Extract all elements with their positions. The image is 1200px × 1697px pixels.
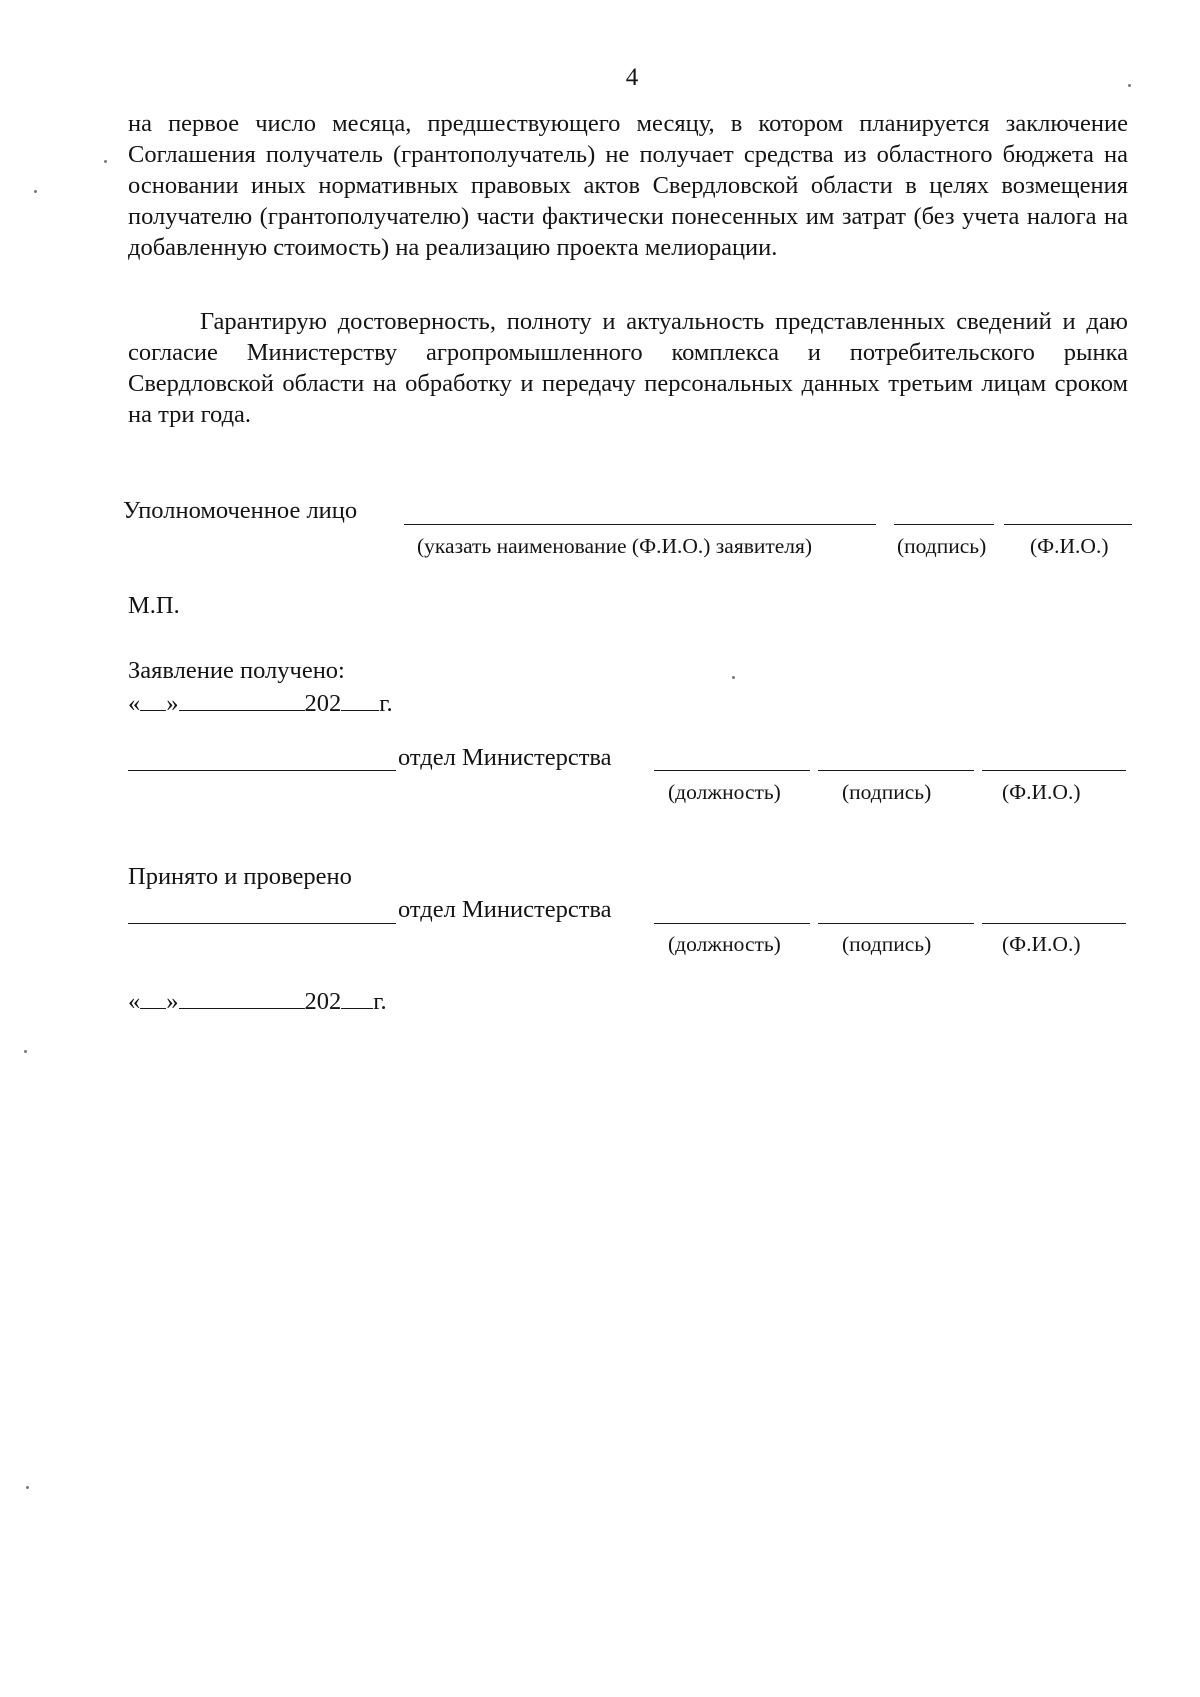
received-department-label: отдел Министерства: [398, 744, 612, 771]
day-blank: [140, 690, 166, 711]
accepted-position-line: [654, 923, 810, 924]
accepted-date: [128, 987, 387, 1017]
seal-label: М.П.: [128, 592, 180, 619]
accepted-signature-line: [818, 923, 974, 924]
applicant-signature-line: [894, 524, 994, 525]
caption-accepted-position: (должность): [668, 932, 781, 956]
paragraph-conditions: на первое число месяца, предшествующего месяцу, в котором планируется заключение Соглашения получатель (грантополучатель) не получает средства из областного бюджета на основании иных нормативных правовых актов Свердловской области в целях возмещения получателю (грантополучателю) части фактически понесенных им затрат (без учета налога на добавленную стоимость) на реализацию проекта мелиорации.: [128, 110, 1128, 261]
year-prefix: 202: [304, 690, 342, 717]
caption-applicant-fio: (Ф.И.О.): [1030, 534, 1109, 558]
applicant-fio-line: [1004, 524, 1132, 525]
authorized-person-label: Уполномоченное лицо: [123, 497, 358, 524]
page-number: 4: [625, 64, 639, 91]
day-blank: [140, 988, 166, 1009]
caption-applicant-signature: (подпись): [897, 534, 987, 558]
applicant-name-line: [404, 524, 876, 525]
date-open-quote: «: [128, 988, 141, 1015]
paragraph-consent: Гарантирую достоверность, полноту и актуальность представленных сведений и даю согласие Министерству агропромышленного комплекса и потребительского рынка Свердловской области на обработку и передачу персональных данных третьим лицам сроком на три года.: [128, 308, 1128, 428]
scan-speck: [34, 190, 37, 193]
scan-speck: [24, 1050, 27, 1053]
accepted-department-label: отдел Министерства: [398, 896, 612, 923]
scan-speck: [104, 160, 107, 163]
caption-accepted-signature: (подпись): [842, 932, 932, 956]
year-suffix: г.: [379, 690, 393, 717]
scan-speck: [732, 676, 735, 679]
accepted-fio-line: [982, 923, 1126, 924]
received-date: [128, 689, 393, 719]
caption-received-position: (должность): [668, 780, 781, 804]
accepted-label: Принято и проверено: [128, 863, 352, 890]
caption-received-fio: (Ф.И.О.): [1002, 780, 1081, 804]
year-blank: [341, 988, 373, 1009]
year-blank: [341, 690, 379, 711]
received-fio-line: [982, 770, 1126, 771]
year-suffix: г.: [373, 988, 387, 1015]
received-label: Заявление получено:: [128, 657, 345, 684]
scan-speck: [1128, 84, 1131, 87]
caption-received-signature: (подпись): [842, 780, 932, 804]
received-department-line: [128, 770, 396, 771]
date-open-quote: «: [128, 690, 141, 717]
accepted-department-line: [128, 923, 396, 924]
scan-speck: [26, 1486, 29, 1489]
caption-applicant-name: (указать наименование (Ф.И.О.) заявителя): [417, 534, 813, 558]
date-close-quote: »: [166, 988, 179, 1015]
date-close-quote: »: [166, 690, 179, 717]
month-blank: [179, 988, 305, 1009]
received-position-line: [654, 770, 810, 771]
year-prefix: 202: [304, 988, 342, 1015]
received-signature-line: [818, 770, 974, 771]
month-blank: [179, 690, 305, 711]
caption-accepted-fio: (Ф.И.О.): [1002, 932, 1081, 956]
